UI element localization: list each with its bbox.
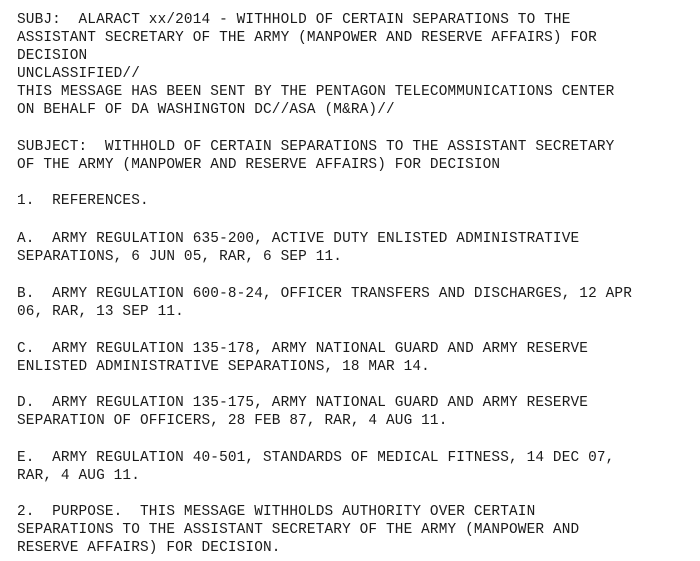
purpose-line-3: RESERVE AFFAIRS) FOR DECISION. (17, 540, 281, 556)
classification-marking: UNCLASSIFIED// (17, 66, 141, 82)
reference-b-line-1: B. ARMY REGULATION 600-8-24, OFFICER TRANSFERS AND DISCHARGES, 12 APR (17, 286, 633, 302)
sent-by-line-2: ON BEHALF OF DA WASHINGTON DC//ASA (M&RA)// (17, 102, 395, 118)
reference-b-line-2: 06, RAR, 13 SEP 11. (17, 304, 184, 320)
reference-e-line-1: E. ARMY REGULATION 40-501, STANDARDS OF MEDICAL FITNESS, 14 DEC 07, (17, 450, 615, 466)
subj-line-2: ASSISTANT SECRETARY OF THE ARMY (MANPOWER AND RESERVE AFFAIRS) FOR (17, 30, 597, 46)
sent-by-line-1: THIS MESSAGE HAS BEEN SENT BY THE PENTAGON TELECOMMUNICATIONS CENTER (17, 84, 615, 100)
references-heading: 1. REFERENCES. (17, 193, 149, 209)
subject-line-1: SUBJECT: WITHHOLD OF CERTAIN SEPARATIONS TO THE ASSISTANT SECRETARY (17, 139, 615, 155)
purpose-line-1: 2. PURPOSE. THIS MESSAGE WITHHOLDS AUTHORITY OVER CERTAIN (17, 504, 536, 520)
reference-d-line-2: SEPARATION OF OFFICERS, 28 FEB 87, RAR, 4 AUG 11. (17, 413, 448, 429)
reference-a-line-1: A. ARMY REGULATION 635-200, ACTIVE DUTY ENLISTED ADMINISTRATIVE (17, 231, 580, 247)
subj-line-3: DECISION (17, 48, 88, 64)
reference-d-line-1: D. ARMY REGULATION 135-175, ARMY NATIONAL GUARD AND ARMY RESERVE (17, 395, 589, 411)
reference-a-line-2: SEPARATIONS, 6 JUN 05, RAR, 6 SEP 11. (17, 249, 343, 265)
subj-line-1: SUBJ: ALARACT xx/2014 - WITHHOLD OF CERTAIN SEPARATIONS TO THE (17, 12, 571, 28)
subject-line-2: OF THE ARMY (MANPOWER AND RESERVE AFFAIRS) FOR DECISION (17, 157, 501, 173)
purpose-line-2: SEPARATIONS TO THE ASSISTANT SECRETARY OF THE ARMY (MANPOWER AND (17, 522, 580, 538)
reference-e-line-2: RAR, 4 AUG 11. (17, 468, 141, 484)
reference-c-line-2: ENLISTED ADMINISTRATIVE SEPARATIONS, 18 MAR 14. (17, 359, 430, 375)
reference-c-line-1: C. ARMY REGULATION 135-178, ARMY NATIONAL GUARD AND ARMY RESERVE (17, 341, 589, 357)
